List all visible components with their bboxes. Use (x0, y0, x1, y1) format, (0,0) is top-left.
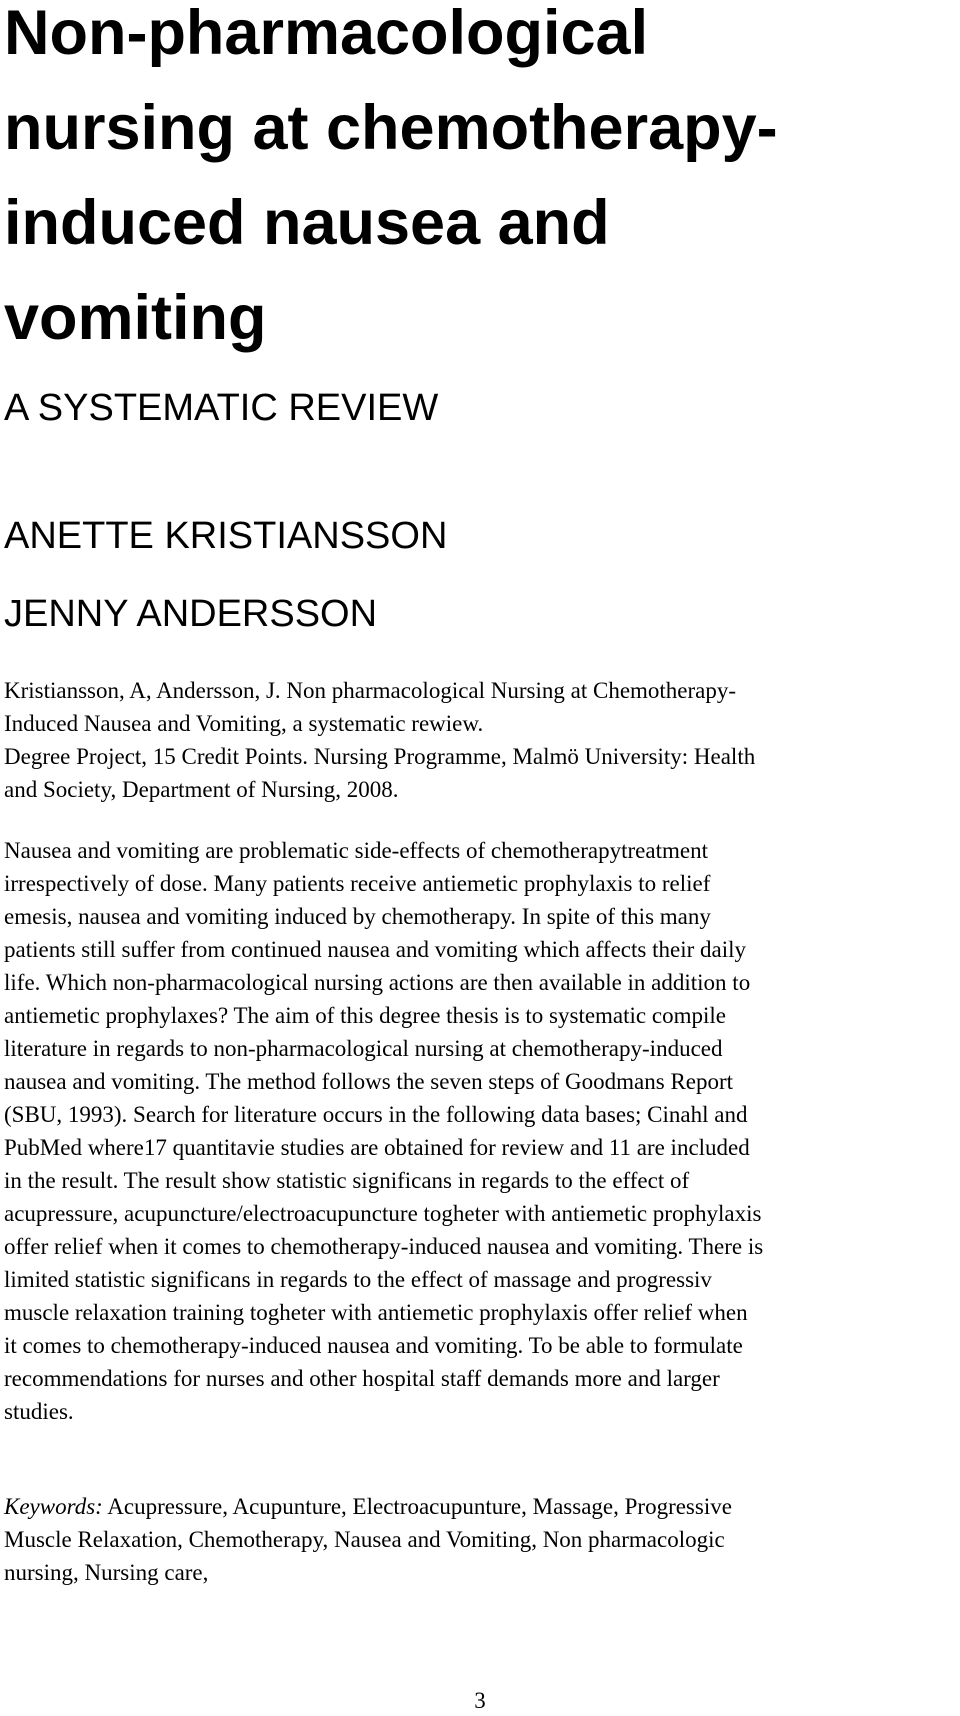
abstract-line: acupressure, acupuncture/electroacupuncture togheter with antiemetic prophylaxis (4, 1201, 762, 1226)
keywords-line (4, 1490, 956, 1523)
page-number: 3 (474, 1688, 486, 1713)
title-line: vomiting (4, 283, 267, 353)
abstract-paragraph (4, 834, 956, 1428)
abstract-line: offer relief when it comes to chemotherapy-induced nausea and vomiting. There is (4, 1234, 764, 1259)
citation-line: Degree Project, 15 Credit Points. Nursing Programme, Malmö University: Health (4, 744, 756, 769)
title-line: induced nausea and (4, 188, 610, 258)
abstract-line: Nausea and vomiting are problematic side-effects of chemotherapytreatment (4, 838, 708, 863)
keywords-label: Keywords: (4, 1494, 103, 1519)
author-name: ANETTE KRISTIANSSON (4, 515, 448, 557)
keywords-block (4, 1490, 956, 1589)
abstract-line: recommendations for nurses and other hospital staff demands more and larger (4, 1366, 720, 1391)
author-name: JENNY ANDERSSON (4, 593, 378, 635)
abstract-line: in the result. The result show statistic significans in regards to the effect of (4, 1168, 690, 1193)
document-title (4, 0, 956, 366)
abstract-line: life. Which non-pharmacological nursing actions are then available in addition to (4, 970, 751, 995)
citation-line: and Society, Department of Nursing, 2008. (4, 777, 399, 802)
document-subtitle: A SYSTEMATIC REVIEW (4, 387, 439, 429)
keywords-text: Acupressure, Acupunture, Electroacupunture, Massage, Progressive (102, 1494, 732, 1519)
citation-line: Kristiansson, A, Andersson, J. Non pharmacological Nursing at Chemotherapy- (4, 678, 737, 703)
document-page (4, 0, 956, 1589)
abstract-line: it comes to chemotherapy-induced nausea and vomiting. To be able to formulate (4, 1333, 743, 1358)
abstract-line: irrespectively of dose. Many patients receive antiemetic prophylaxis to relief (4, 871, 711, 896)
title-line: Non-pharmacological (4, 0, 649, 68)
abstract-line: literature in regards to non-pharmacological nursing at chemotherapy-induced (4, 1036, 723, 1061)
abstract-line: antiemetic prophylaxes? The aim of this degree thesis is to systematic compile (4, 1003, 726, 1028)
citation-line: Induced Nausea and Vomiting, a systematic rewiew. (4, 711, 484, 736)
abstract-line: studies. (4, 1399, 74, 1424)
abstract-line: PubMed where17 quantitavie studies are obtained for review and 11 are included (4, 1135, 750, 1160)
keywords-line: nursing, Nursing care, (4, 1560, 209, 1585)
abstract-line: limited statistic significans in regards to the effect of massage and progressiv (4, 1267, 712, 1292)
abstract-line: patients still suffer from continued nausea and vomiting which affects their daily (4, 937, 746, 962)
abstract-line: emesis, nausea and vomiting induced by chemotherapy. In spite of this many (4, 904, 711, 929)
abstract-line: muscle relaxation training togheter with antiemetic prophylaxis offer relief when (4, 1300, 748, 1325)
title-line: nursing at chemotherapy- (4, 93, 778, 163)
abstract-line: (SBU, 1993). Search for literature occurs in the following data bases; Cinahl and (4, 1102, 748, 1127)
keywords-line: Muscle Relaxation, Chemotherapy, Nausea and Vomiting, Non pharmacologic (4, 1527, 725, 1552)
abstract-line: nausea and vomiting. The method follows the seven steps of Goodmans Report (4, 1069, 734, 1094)
citation-block (4, 674, 956, 806)
